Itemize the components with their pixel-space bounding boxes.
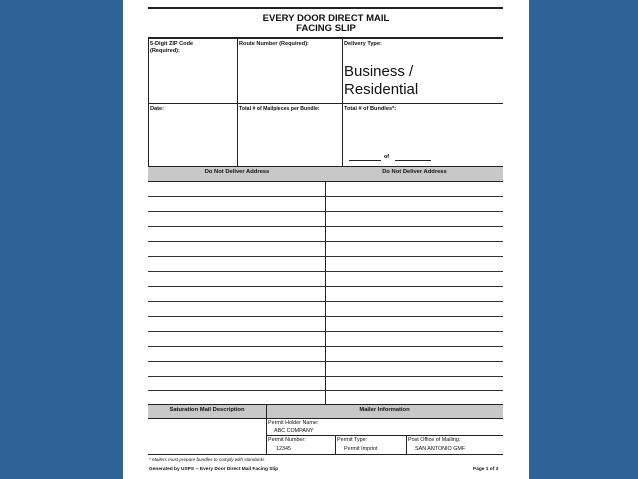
bottom-section-header: [148, 404, 503, 419]
table-row: [148, 211, 503, 212]
zip-code-label: 5-Digit ZIP Code (Required):: [150, 41, 194, 54]
grid-mid-rule: [148, 103, 503, 104]
delivery-type-label: Delivery Type:: [344, 41, 382, 47]
bundle-total-blank: [395, 160, 431, 161]
table-row: [148, 346, 503, 347]
saturation-description-header: Saturation Mail Description: [169, 407, 245, 413]
date-label: Date:: [150, 106, 164, 112]
permit-holder-label: Permit Holder Name:: [268, 420, 319, 426]
post-office-label: Post Office of Mailing:: [408, 437, 461, 443]
table-row: [148, 241, 503, 242]
grid-divider-1: [237, 38, 238, 166]
permit-holder-value: ABC COMPANY: [274, 428, 314, 434]
grid-divider-2: [342, 38, 343, 166]
do-not-deliver-header: [148, 166, 503, 182]
table-center-divider: [325, 182, 326, 404]
mailer-info-divider-1: [335, 435, 336, 454]
form-title-line2: FACING SLIP: [296, 23, 356, 34]
total-bundles-label: Total # of Bundles*:: [344, 106, 397, 112]
mailer-info-divider-2: [406, 435, 407, 454]
permit-type-value: Permit Imprint: [344, 446, 378, 452]
mailpieces-per-bundle-label: Total # of Mailpieces per Bundle:: [239, 106, 320, 112]
table-row: [148, 390, 503, 391]
facing-slip-page: [123, 0, 529, 479]
footnote: * Mailers must prepare bundles to comply with standards: [149, 457, 265, 462]
bottom-section-divider: [266, 404, 267, 454]
top-rule: [148, 7, 503, 9]
do-not-deliver-table: [148, 182, 503, 404]
footer-page-number: Page 1 of 3: [473, 467, 499, 472]
delivery-type-value-line2: Residential: [344, 81, 419, 98]
permit-type-label: Permit Type:: [337, 437, 368, 443]
bundles-of-text: of: [384, 154, 390, 160]
do-not-deliver-left-header: Do Not Deliver Address: [204, 169, 270, 175]
permit-number-label: Permit Number:: [268, 437, 306, 443]
mailer-information-header: Mailer Information: [359, 407, 410, 413]
mailer-info-mid-rule: [266, 435, 503, 436]
table-row: [148, 226, 503, 227]
route-number-label: Route Number (Required):: [239, 41, 309, 47]
table-row: [148, 196, 503, 197]
table-row: [148, 301, 503, 302]
table-row: [148, 256, 503, 257]
delivery-type-value-line1: Business /: [344, 63, 414, 80]
table-row: [148, 331, 503, 332]
bottom-section-bottom-rule: [148, 454, 503, 455]
table-row: [148, 316, 503, 317]
footer-generated-by: Generated by USPS -- Every Door Direct Mail Facing Slip: [149, 467, 279, 472]
do-not-deliver-right-header: Do Not Deliver Address: [382, 169, 447, 175]
form-title-line1: EVERY DOOR DIRECT MAIL: [262, 13, 390, 24]
title-bottom-rule: [148, 37, 503, 39]
bundle-count-blank: [349, 160, 381, 161]
table-row: [148, 361, 503, 362]
table-row: [148, 376, 503, 377]
post-office-value: SAN ANTONIO GMF: [415, 446, 466, 452]
permit-number-value: 12345: [276, 446, 291, 452]
table-row: [148, 286, 503, 287]
grid-left-border: [148, 38, 149, 166]
table-row: [148, 271, 503, 272]
